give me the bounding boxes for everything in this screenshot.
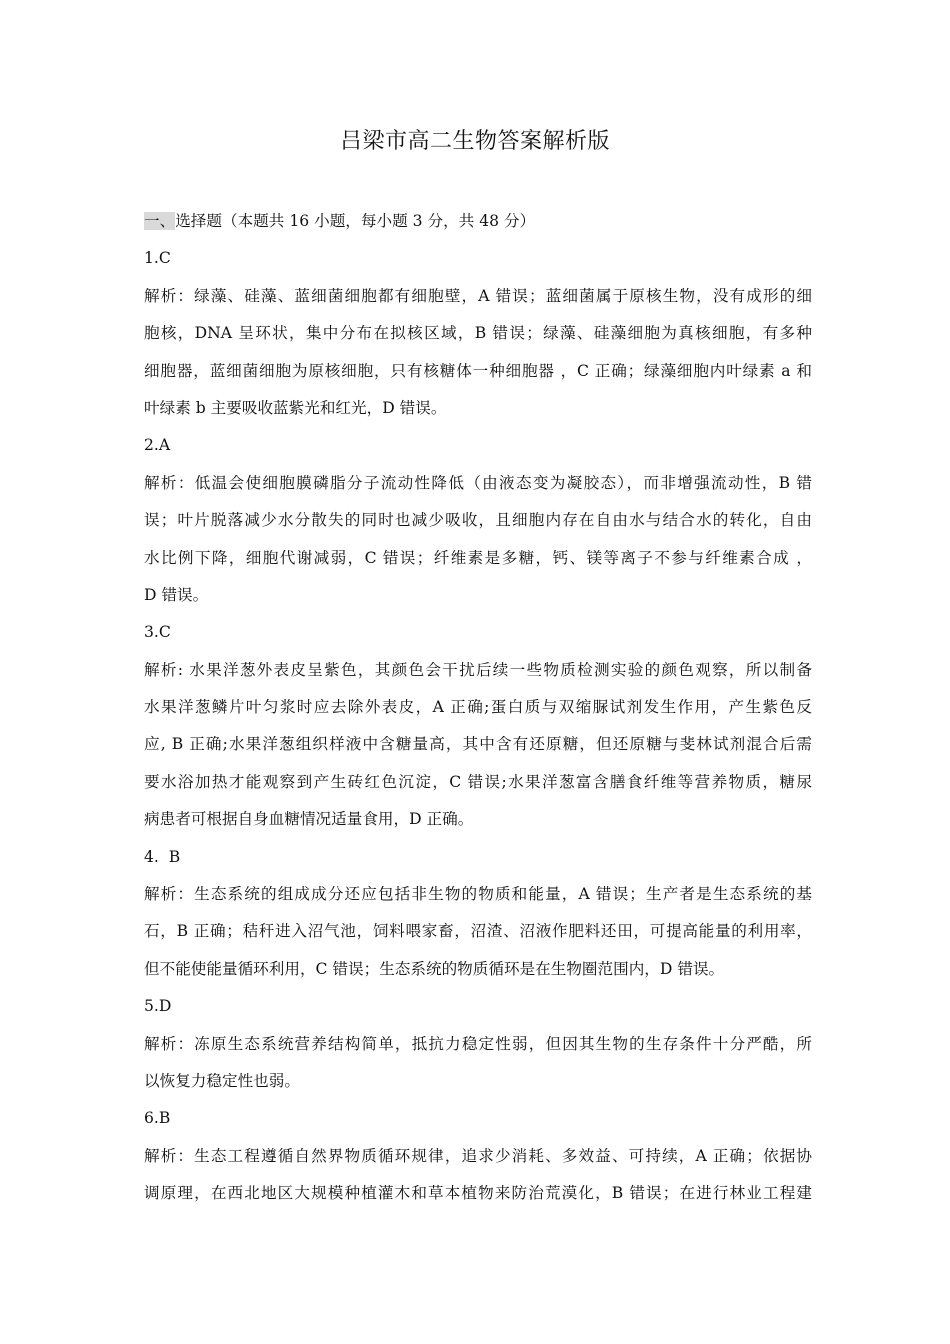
answer-label: 3.C xyxy=(144,623,171,642)
explanation-line: 要水浴加热才能观察到产生砖红色沉淀，C 错误;水果洋葱富含膳食纤维等营养物质，糖尿 xyxy=(144,772,812,791)
answer-label: 2.A xyxy=(144,436,171,455)
explanation-line: 解析：绿藻、硅藻、蓝细菌细胞都有细胞壁，A 错误；蓝细菌属于原核生物，没有成形的细 xyxy=(144,286,812,305)
explanation-line: 细胞器，蓝细菌细胞为原核细胞，只有核糖体一种细胞器 ，C 正确；绿藻细胞内叶绿素 a 和 xyxy=(144,361,812,380)
explanation-line: 应, B 正确;水果洋葱组织样液中含糖量高，其中含有还原糖，但还原糖与斐林试剂混合后需 xyxy=(144,735,812,754)
explanation-line: 叶绿素 b 主要吸收蓝紫光和红光，D 错误。 xyxy=(144,398,447,417)
section-marker: 一、 xyxy=(144,212,176,230)
explanation-line: 解析：生态工程遵循自然界物质循环规律，追求少消耗、多效益、可持续，A 正确；依据协 xyxy=(144,1146,812,1165)
answer-label: 5.D xyxy=(144,997,172,1016)
explanation-line: 解析：低温会使细胞膜磷脂分子流动性降低（由液态变为凝胶态），而非增强流动性，B 错 xyxy=(144,473,812,492)
explanation-line: 水果洋葱鳞片叶匀浆时应去除外表皮，A 正确;蛋白质与双缩脲试剂发生作用，产生紫色反 xyxy=(144,698,812,717)
document-title: 吕梁市高二生物答案解析版 xyxy=(339,129,610,154)
explanation-line: 调原理，在西北地区大规模种植灌木和草本植物来防治荒漠化，B 错误；在进行林业工程建 xyxy=(144,1184,812,1203)
document-body xyxy=(144,203,812,1213)
explanation-line: 解析：冻原生态系统营养结构简单，抵抗力稳定性弱，但因其生物的生存条件十分严酷，所 xyxy=(144,1034,812,1053)
answer-label: 4. B xyxy=(144,847,181,866)
section-heading-text: 选择题（本题共 16 小题，每小题 3 分，共 48 分） xyxy=(175,212,536,230)
explanation-line: 解析：生态系统的组成成分还应包括非生物的物质和能量，A 错误；生产者是生态系统的基 xyxy=(144,885,812,904)
explanation-line: 但不能使能量循环利用，C 错误；生态系统的物质循环是在生物圈范围内，D 错误。 xyxy=(144,959,725,978)
explanation-line: 水比例下降，细胞代谢减弱，C 错误；纤维素是多糖，钙、镁等离子不参与纤维素合成 ， xyxy=(144,548,812,567)
answer-label: 6.B xyxy=(144,1109,171,1128)
explanation-line: 误；叶片脱落减少水分散失的同时也减少吸收，且细胞内存在自由水与结合水的转化，自由 xyxy=(144,511,812,530)
explanation-line: 解析: 水果洋葱外表皮呈紫色，其颜色会干扰后续一些物质检测实验的颜色观察，所以制备 xyxy=(144,660,812,679)
explanation-line: 病患者可根据自身血糖情况适量食用，D 正确。 xyxy=(144,810,474,829)
explanation-line: 石，B 正确；秸秆进入沼气池，饲料喂家畜，沼渣、沼液作肥料还田，可提高能量的利用率， xyxy=(144,922,812,941)
explanation-line: 以恢复力稳定性也弱。 xyxy=(144,1071,300,1090)
section-heading xyxy=(144,203,812,240)
answer-label: 1.C xyxy=(144,249,171,268)
explanation-line: 胞核，DNA 呈环状，集中分布在拟核区域，B 错误；绿藻、硅藻细胞为真核细胞，有多种 xyxy=(144,324,812,343)
explanation-line: D 错误。 xyxy=(144,585,209,604)
